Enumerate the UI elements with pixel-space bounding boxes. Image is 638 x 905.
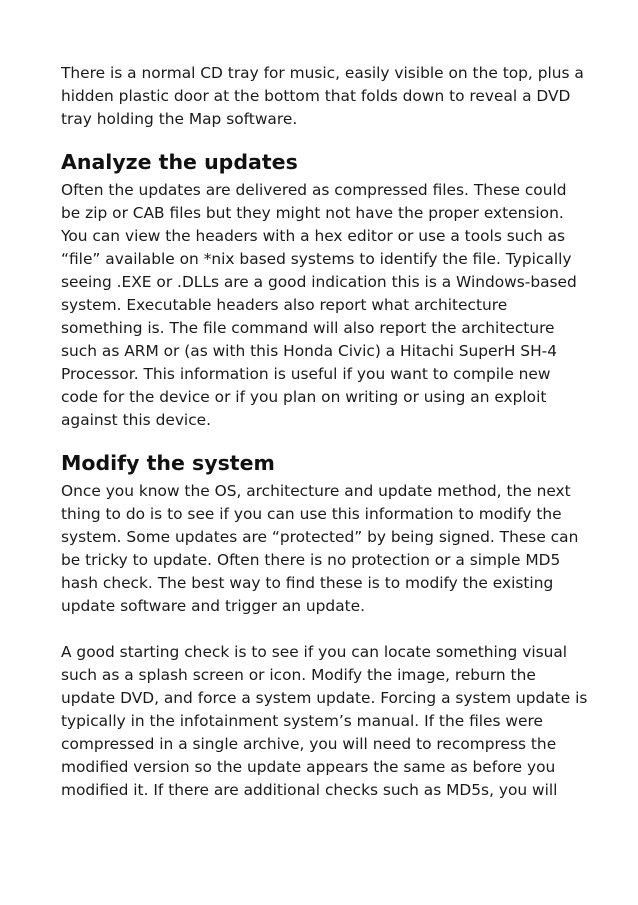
text-line: Once you know the OS, architecture and update method, the next [61,482,571,500]
document-page [61,62,588,802]
text-line: Often the updates are delivered as compressed files. These could [61,181,567,199]
text-line: A good starting check is to see if you can locate something visual [61,643,568,661]
text-line: hidden plastic door at the bottom that folds down to reveal a DVD [61,87,571,105]
text-line: typically in the infotainment system’s manual. If the files were [61,712,543,730]
modify-paragraph-1 [61,480,581,618]
text-line: thing to do is to see if you can use this information to modify the [61,505,562,523]
text-line: You can view the headers with a hex editor or use a tools such as [61,227,566,245]
section-heading-analyze: Analyze the updates [61,150,298,174]
text-line: code for the device or if you plan on writing or using an exploit [61,388,547,406]
analyze-paragraph [61,179,581,432]
intro-paragraph [61,62,584,131]
text-line: tray holding the Map software. [61,110,298,128]
text-line: update DVD, and force a system update. Forcing a system update is [61,689,588,707]
section-heading-modify: Modify the system [61,451,275,475]
text-line: such as ARM or (as with this Honda Civic) a Hitachi SuperH SH-4 [61,342,557,360]
text-line: modified it. If there are additional checks such as MD5s, you will [61,781,558,799]
text-line: system. Executable headers also report what architecture [61,296,508,314]
text-line: compressed in a single archive, you will need to recompress the [61,735,557,753]
text-line: hash check. The best way to find these is to modify the existing [61,574,554,592]
text-line: something is. The file command will also report the architecture [61,319,555,337]
text-line: Processor. This information is useful if you want to compile new [61,365,551,383]
text-line: update software and trigger an update. [61,597,366,615]
text-line: against this device. [61,411,212,429]
text-line: system. Some updates are “protected” by being signed. These can [61,528,579,546]
text-line: modified version so the update appears the same as before you [61,758,556,776]
text-line: There is a normal CD tray for music, easily visible on the top, plus a [61,64,584,82]
text-line: such as a splash screen or icon. Modify the image, reburn the [61,666,536,684]
text-line: be zip or CAB files but they might not have the proper extension. [61,204,564,222]
text-line: seeing .EXE or .DLLs are a good indication this is a Windows-based [61,273,577,291]
text-line: “file” available on *nix based systems to identify the file. Typically [61,250,572,268]
modify-paragraph-2 [61,641,588,802]
text-line: be tricky to update. Often there is no protection or a simple MD5 [61,551,561,569]
